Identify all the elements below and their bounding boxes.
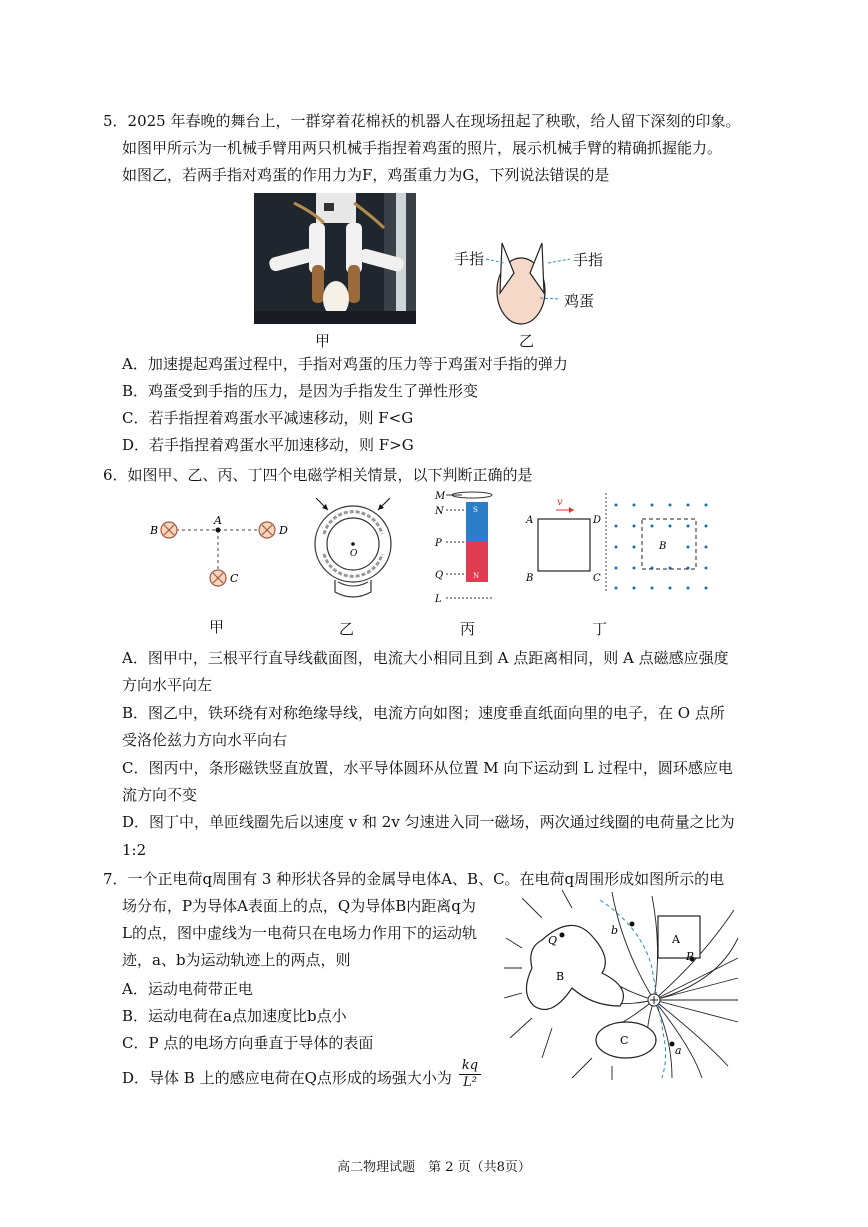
q6-stem: 6．如图甲、乙、丙、丁四个电磁学相关情景，以下判断正确的是 — [103, 466, 533, 484]
q7-stem-line4: 迹，a、b为运动轨迹上的两点，则 — [122, 951, 351, 969]
bing-pole-n: N — [473, 572, 480, 580]
caption-6-bing: 丙 — [460, 620, 476, 638]
q5-option-a: A．加速提起鸡蛋过程中，手指对鸡蛋的压力等于鸡蛋对手指的弹力 — [122, 355, 568, 373]
bing-label-l: L — [435, 594, 442, 605]
formula-denominator: L² — [463, 1075, 477, 1090]
figure-bing-magnet — [432, 488, 502, 606]
figure-yi-iron-ring — [310, 494, 400, 606]
q5-option-c: C．若手指捏着鸡蛋水平减速移动，则 F<G — [122, 409, 414, 427]
q6-option-d-line2: 1:2 — [122, 841, 147, 859]
ding-label-d: D — [593, 515, 602, 526]
q7-stem-line3: L的点，图中虚线为一电荷只在电场力作用下的运动轨 — [122, 924, 477, 942]
page-footer: 高二物理试题 第 2 页（共8页） — [337, 1160, 531, 1175]
q5-stem-line3: 如图乙，若两手指对鸡蛋的作用力为F，鸡蛋重力为G，下列说法错误的是 — [122, 166, 610, 184]
caption-yi: 乙 — [519, 332, 535, 350]
q7-stem-line1: 7．一个正电荷q周围有 3 种形状各异的金属导电体A、B、C。在电荷q周围形成如图所示的电 — [103, 870, 725, 888]
q5-stem-line2: 如图甲所示为一机械手臂用两只机械手指捏着鸡蛋的照片，展示机械手臂的精确抓握能力。 — [122, 139, 723, 157]
q6-option-c-line2: 流方向不变 — [122, 786, 198, 804]
yi-label-o: O — [350, 549, 358, 559]
label-finger-right: 手指 — [573, 251, 604, 269]
figure-ding-coil-field — [522, 493, 717, 593]
jia-label-a: A — [214, 514, 222, 527]
q6-option-b-line2: 受洛伦兹力方向水平向右 — [122, 731, 288, 749]
fig7-label-b-point: b — [611, 924, 619, 937]
q6-option-b-line1: B．图乙中，铁环绕有对称绝缘导线，电流方向如图；速度垂直纸面向里的电子，在 O 点所 — [122, 704, 725, 722]
caption-6-jia: 甲 — [209, 618, 225, 636]
q6-option-c-line1: C．图丙中，条形磁铁竖直放置，水平导体圆环从位置 M 向下运动到 L 过程中，圆环感应电 — [122, 759, 733, 777]
figure-jia-wires — [148, 508, 293, 593]
robot-hand-photo — [254, 193, 416, 324]
fig7-label-a-conductor: A — [672, 933, 680, 946]
label-egg: 鸡蛋 — [564, 292, 595, 310]
q5-option-b: B．鸡蛋受到手指的压力，是因为手指发生了弹性形变 — [122, 382, 479, 400]
q7-option-d: D．导体 B 上的感应电荷在Q点形成的场强大小为 — [122, 1069, 452, 1087]
q7-option-c: C．P 点的电场方向垂直于导体的表面 — [122, 1034, 374, 1052]
q7-option-a: A．运动电荷带正电 — [122, 980, 253, 998]
bing-pole-s: S — [473, 506, 478, 514]
fig7-label-a-point: a — [675, 1044, 682, 1057]
fig7-label-c-conductor: C — [620, 1034, 629, 1047]
q6-option-a-line2: 方向水平向左 — [122, 676, 213, 694]
caption-jia: 甲 — [315, 332, 331, 350]
question-5 — [103, 108, 748, 135]
fig7-label-b-conductor: B — [556, 970, 565, 983]
electric-field-diagram — [502, 888, 742, 1080]
bing-label-p: P — [435, 538, 442, 549]
ding-label-a: A — [526, 515, 534, 526]
q5-stem-line1: 5．2025 年春晚的舞台上，一群穿着花棉袄的机器人在现场扭起了秧歌，给人留下深刻的印象。 — [103, 112, 741, 130]
caption-6-ding: 丁 — [592, 620, 608, 638]
formula-numerator: kq — [459, 1058, 481, 1075]
q6-option-d-line1: D．图丁中，单匝线圈先后以速度 v 和 2v 匀速进入同一磁场，两次通过线圈的电荷量之比为 — [122, 813, 735, 831]
jia-label-d: D — [279, 524, 288, 537]
q7-option-b: B．运动电荷在a点加速度比b点小 — [122, 1007, 347, 1025]
bing-label-q: Q — [435, 570, 444, 581]
bing-label-n: N — [435, 506, 444, 517]
ding-label-field-b: B — [659, 541, 667, 552]
q7-formula — [459, 1058, 481, 1091]
q5-option-d: D．若手指捏着鸡蛋水平加速移动，则 F>G — [122, 436, 414, 454]
fig7-label-p: P — [686, 950, 694, 963]
q6-option-a-line1: A．图甲中，三根平行直导线截面图，电流大小相同且到 A 点距离相同，则 A 点磁感应强度 — [122, 649, 729, 667]
ding-label-c: C — [593, 573, 601, 584]
question-6 — [103, 462, 748, 489]
ding-label-v: v — [557, 497, 563, 508]
label-finger-left: 手指 — [454, 250, 485, 268]
fig7-label-q: Q — [548, 934, 558, 947]
q7-stem-line2: 场分布，P为导体A表面上的点，Q为导体B内距离q为 — [122, 897, 476, 915]
ding-label-b: B — [526, 573, 534, 584]
bing-label-m: M — [435, 491, 446, 502]
caption-6-yi: 乙 — [339, 620, 355, 638]
jia-label-b: B — [150, 524, 159, 537]
jia-label-c: C — [230, 572, 239, 585]
